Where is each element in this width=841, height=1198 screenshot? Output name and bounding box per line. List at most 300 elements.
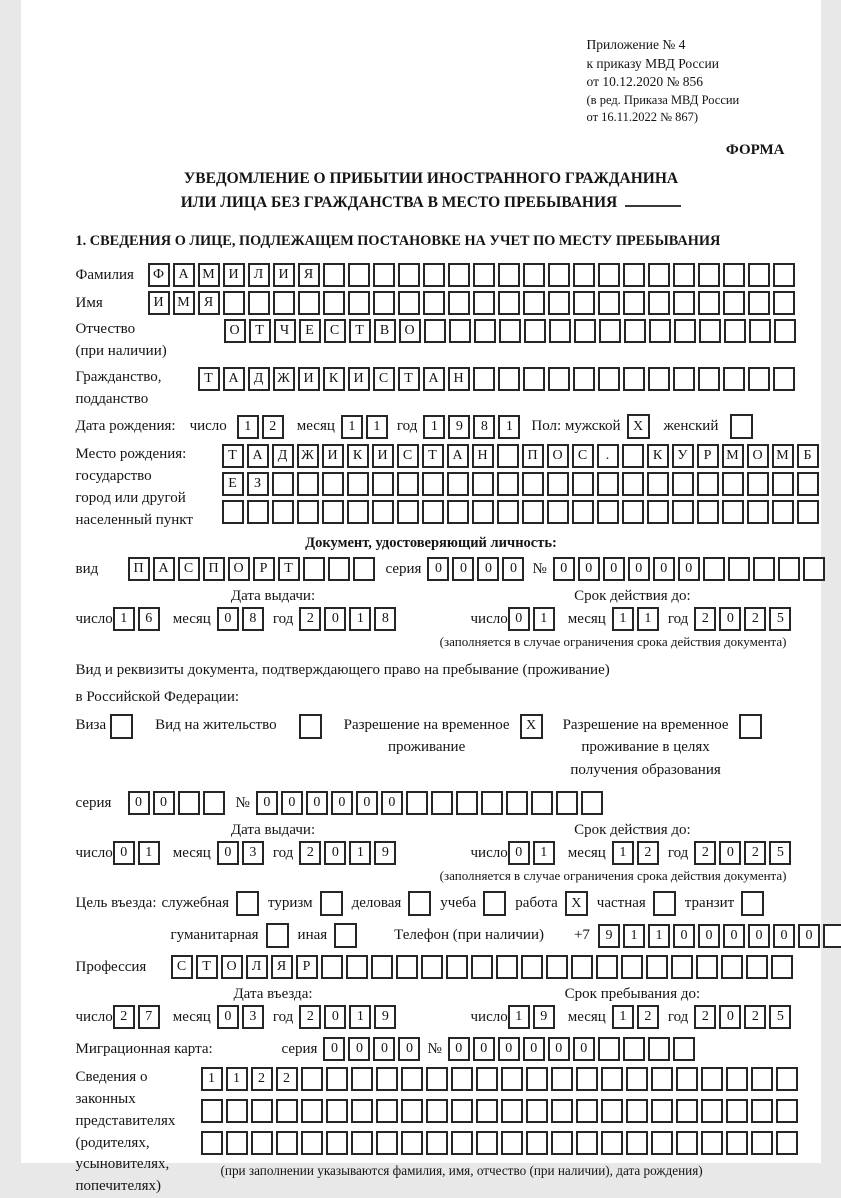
char-box[interactable] xyxy=(803,557,825,581)
char-box[interactable]: 0 xyxy=(798,924,820,948)
visa-checkbox[interactable] xyxy=(110,714,133,739)
char-box[interactable]: 0 xyxy=(523,1037,545,1061)
char-box[interactable]: М xyxy=(772,444,794,468)
char-box[interactable]: Р xyxy=(296,955,318,979)
char-box[interactable]: 0 xyxy=(477,557,499,581)
char-box[interactable] xyxy=(447,472,469,496)
char-box[interactable] xyxy=(203,791,225,815)
char-box[interactable] xyxy=(646,955,668,979)
char-box[interactable]: Ж xyxy=(297,444,319,468)
char-box[interactable]: М xyxy=(198,263,220,287)
char-box[interactable]: Я xyxy=(298,263,320,287)
char-box[interactable] xyxy=(226,1131,248,1155)
char-box[interactable] xyxy=(773,367,795,391)
char-box[interactable] xyxy=(501,1067,523,1091)
char-box[interactable] xyxy=(672,500,694,524)
char-box[interactable]: Н xyxy=(472,444,494,468)
char-box[interactable] xyxy=(251,1131,273,1155)
purpose-tourism-checkbox[interactable] xyxy=(320,891,343,916)
char-box[interactable] xyxy=(323,291,345,315)
char-box[interactable]: 1 xyxy=(201,1067,223,1091)
char-box[interactable]: 1 xyxy=(237,415,259,439)
char-box[interactable] xyxy=(526,1131,548,1155)
char-box[interactable] xyxy=(797,500,819,524)
char-box[interactable] xyxy=(448,291,470,315)
char-box[interactable] xyxy=(301,1067,323,1091)
purpose-humanitarian-checkbox[interactable] xyxy=(266,923,289,948)
char-box[interactable]: 2 xyxy=(299,1005,321,1029)
char-box[interactable]: 0 xyxy=(356,791,378,815)
char-box[interactable]: 1 xyxy=(349,607,371,631)
char-box[interactable] xyxy=(723,263,745,287)
char-box[interactable] xyxy=(497,444,519,468)
char-box[interactable] xyxy=(772,500,794,524)
char-box[interactable] xyxy=(472,472,494,496)
char-box[interactable] xyxy=(698,291,720,315)
char-box[interactable]: Т xyxy=(349,319,371,343)
char-box[interactable] xyxy=(748,263,770,287)
char-box[interactable] xyxy=(496,955,518,979)
char-box[interactable]: И xyxy=(148,291,170,315)
char-box[interactable] xyxy=(426,1067,448,1091)
char-box[interactable]: Д xyxy=(272,444,294,468)
char-box[interactable]: 0 xyxy=(113,841,135,865)
char-box[interactable] xyxy=(498,263,520,287)
char-box[interactable] xyxy=(247,500,269,524)
char-box[interactable] xyxy=(523,263,545,287)
char-box[interactable] xyxy=(573,367,595,391)
char-box[interactable] xyxy=(699,319,721,343)
char-box[interactable]: 5 xyxy=(769,607,791,631)
char-box[interactable] xyxy=(648,263,670,287)
char-box[interactable]: 0 xyxy=(473,1037,495,1061)
char-box[interactable] xyxy=(451,1099,473,1123)
char-box[interactable]: 0 xyxy=(628,557,650,581)
char-box[interactable] xyxy=(376,1099,398,1123)
char-box[interactable]: О xyxy=(547,444,569,468)
char-box[interactable] xyxy=(497,472,519,496)
char-box[interactable]: 2 xyxy=(744,607,766,631)
char-box[interactable]: 0 xyxy=(748,924,770,948)
char-box[interactable] xyxy=(347,500,369,524)
char-box[interactable] xyxy=(272,500,294,524)
char-box[interactable] xyxy=(647,472,669,496)
char-box[interactable] xyxy=(703,557,725,581)
char-box[interactable]: С xyxy=(572,444,594,468)
char-box[interactable] xyxy=(498,367,520,391)
char-box[interactable] xyxy=(598,263,620,287)
char-box[interactable]: 0 xyxy=(427,557,449,581)
char-box[interactable] xyxy=(673,367,695,391)
char-box[interactable] xyxy=(471,955,493,979)
char-box[interactable]: 8 xyxy=(374,607,396,631)
char-box[interactable]: 2 xyxy=(251,1067,273,1091)
char-box[interactable] xyxy=(728,557,750,581)
char-box[interactable]: 1 xyxy=(341,415,363,439)
char-box[interactable]: М xyxy=(173,291,195,315)
char-box[interactable]: О xyxy=(228,557,250,581)
char-box[interactable] xyxy=(548,291,570,315)
char-box[interactable]: Т xyxy=(198,367,220,391)
char-box[interactable] xyxy=(372,472,394,496)
char-box[interactable] xyxy=(574,319,596,343)
char-box[interactable]: 0 xyxy=(498,1037,520,1061)
char-box[interactable]: 0 xyxy=(578,557,600,581)
char-box[interactable] xyxy=(323,263,345,287)
char-box[interactable] xyxy=(303,557,325,581)
char-box[interactable] xyxy=(451,1067,473,1091)
char-box[interactable] xyxy=(226,1099,248,1123)
char-box[interactable]: 0 xyxy=(508,607,530,631)
char-box[interactable]: 3 xyxy=(242,841,264,865)
char-box[interactable] xyxy=(481,791,503,815)
char-box[interactable]: 1 xyxy=(138,841,160,865)
char-box[interactable] xyxy=(701,1131,723,1155)
char-box[interactable]: 0 xyxy=(678,557,700,581)
char-box[interactable] xyxy=(522,500,544,524)
char-box[interactable]: О xyxy=(747,444,769,468)
char-box[interactable]: 9 xyxy=(598,924,620,948)
char-box[interactable] xyxy=(623,367,645,391)
char-box[interactable]: А xyxy=(223,367,245,391)
char-box[interactable] xyxy=(456,791,478,815)
char-box[interactable] xyxy=(747,472,769,496)
char-box[interactable] xyxy=(426,1131,448,1155)
char-box[interactable] xyxy=(823,924,841,948)
char-box[interactable]: 0 xyxy=(448,1037,470,1061)
purpose-study-checkbox[interactable] xyxy=(483,891,506,916)
char-box[interactable] xyxy=(223,291,245,315)
char-box[interactable] xyxy=(326,1099,348,1123)
char-box[interactable] xyxy=(297,500,319,524)
char-box[interactable] xyxy=(322,500,344,524)
char-box[interactable]: Т xyxy=(398,367,420,391)
char-box[interactable]: 0 xyxy=(217,607,239,631)
char-box[interactable]: 1 xyxy=(113,607,135,631)
char-box[interactable] xyxy=(624,319,646,343)
char-box[interactable] xyxy=(473,263,495,287)
char-box[interactable] xyxy=(326,1067,348,1091)
char-box[interactable]: 2 xyxy=(637,841,659,865)
char-box[interactable] xyxy=(353,557,375,581)
char-box[interactable]: Н xyxy=(448,367,470,391)
char-box[interactable] xyxy=(698,263,720,287)
char-box[interactable]: 1 xyxy=(637,607,659,631)
char-box[interactable] xyxy=(671,955,693,979)
char-box[interactable] xyxy=(547,472,569,496)
char-box[interactable] xyxy=(697,472,719,496)
char-box[interactable] xyxy=(476,1131,498,1155)
char-box[interactable]: . xyxy=(597,444,619,468)
char-box[interactable] xyxy=(598,291,620,315)
char-box[interactable]: Л xyxy=(248,263,270,287)
char-box[interactable] xyxy=(626,1099,648,1123)
char-box[interactable] xyxy=(346,955,368,979)
char-box[interactable] xyxy=(376,1067,398,1091)
char-box[interactable] xyxy=(401,1131,423,1155)
char-box[interactable] xyxy=(548,367,570,391)
char-box[interactable] xyxy=(649,319,671,343)
char-box[interactable] xyxy=(723,291,745,315)
char-box[interactable] xyxy=(526,1067,548,1091)
char-box[interactable]: 2 xyxy=(694,607,716,631)
char-box[interactable] xyxy=(581,791,603,815)
char-box[interactable] xyxy=(576,1099,598,1123)
char-box[interactable]: 0 xyxy=(348,1037,370,1061)
char-box[interactable]: Е xyxy=(299,319,321,343)
char-box[interactable]: 0 xyxy=(331,791,353,815)
char-box[interactable]: А xyxy=(247,444,269,468)
char-box[interactable] xyxy=(523,367,545,391)
char-box[interactable] xyxy=(371,955,393,979)
char-box[interactable]: Ч xyxy=(274,319,296,343)
char-box[interactable]: Т xyxy=(278,557,300,581)
char-box[interactable] xyxy=(373,291,395,315)
char-box[interactable]: П xyxy=(522,444,544,468)
char-box[interactable]: 0 xyxy=(719,607,741,631)
char-box[interactable] xyxy=(474,319,496,343)
char-box[interactable]: 0 xyxy=(217,841,239,865)
char-box[interactable]: 2 xyxy=(262,415,284,439)
char-box[interactable]: 7 xyxy=(138,1005,160,1029)
char-box[interactable]: 0 xyxy=(548,1037,570,1061)
char-box[interactable] xyxy=(722,472,744,496)
char-box[interactable] xyxy=(351,1067,373,1091)
char-box[interactable] xyxy=(297,472,319,496)
char-box[interactable]: 0 xyxy=(153,791,175,815)
char-box[interactable]: О xyxy=(399,319,421,343)
char-box[interactable] xyxy=(648,367,670,391)
char-box[interactable] xyxy=(476,1099,498,1123)
char-box[interactable] xyxy=(326,1131,348,1155)
char-box[interactable] xyxy=(551,1131,573,1155)
char-box[interactable] xyxy=(597,500,619,524)
char-box[interactable] xyxy=(556,791,578,815)
char-box[interactable] xyxy=(526,1099,548,1123)
char-box[interactable] xyxy=(549,319,571,343)
char-box[interactable] xyxy=(599,319,621,343)
char-box[interactable] xyxy=(601,1067,623,1091)
char-box[interactable] xyxy=(576,1067,598,1091)
char-box[interactable] xyxy=(601,1099,623,1123)
char-box[interactable] xyxy=(723,367,745,391)
char-box[interactable]: 0 xyxy=(673,924,695,948)
char-box[interactable]: 0 xyxy=(723,924,745,948)
char-box[interactable] xyxy=(301,1099,323,1123)
char-box[interactable]: И xyxy=(273,263,295,287)
char-box[interactable]: И xyxy=(372,444,394,468)
char-box[interactable] xyxy=(272,472,294,496)
char-box[interactable]: 1 xyxy=(508,1005,530,1029)
char-box[interactable] xyxy=(774,319,796,343)
char-box[interactable]: О xyxy=(221,955,243,979)
char-box[interactable]: 5 xyxy=(769,1005,791,1029)
char-box[interactable]: Д xyxy=(248,367,270,391)
char-box[interactable] xyxy=(421,955,443,979)
char-box[interactable] xyxy=(701,1067,723,1091)
char-box[interactable] xyxy=(701,1099,723,1123)
char-box[interactable] xyxy=(651,1099,673,1123)
char-box[interactable] xyxy=(396,955,418,979)
char-box[interactable] xyxy=(673,1037,695,1061)
char-box[interactable] xyxy=(546,955,568,979)
char-box[interactable] xyxy=(751,1099,773,1123)
char-box[interactable] xyxy=(676,1099,698,1123)
char-box[interactable]: Т xyxy=(196,955,218,979)
char-box[interactable] xyxy=(397,500,419,524)
char-box[interactable] xyxy=(724,319,746,343)
char-box[interactable] xyxy=(648,291,670,315)
char-box[interactable] xyxy=(298,291,320,315)
char-box[interactable] xyxy=(623,291,645,315)
char-box[interactable]: 2 xyxy=(637,1005,659,1029)
char-box[interactable] xyxy=(776,1067,798,1091)
char-box[interactable] xyxy=(406,791,428,815)
char-box[interactable] xyxy=(548,263,570,287)
char-box[interactable]: Л xyxy=(246,955,268,979)
char-box[interactable] xyxy=(751,1131,773,1155)
char-box[interactable] xyxy=(431,791,453,815)
char-box[interactable] xyxy=(651,1131,673,1155)
char-box[interactable]: 3 xyxy=(242,1005,264,1029)
char-box[interactable] xyxy=(598,1037,620,1061)
purpose-other-checkbox[interactable] xyxy=(334,923,357,948)
char-box[interactable]: 1 xyxy=(533,607,555,631)
char-box[interactable]: 1 xyxy=(349,1005,371,1029)
char-box[interactable] xyxy=(623,263,645,287)
char-box[interactable] xyxy=(648,1037,670,1061)
residence-permit-checkbox[interactable] xyxy=(299,714,322,739)
char-box[interactable]: О xyxy=(224,319,246,343)
char-box[interactable]: Т xyxy=(249,319,271,343)
char-box[interactable]: С xyxy=(171,955,193,979)
char-box[interactable]: 0 xyxy=(773,924,795,948)
char-box[interactable]: 1 xyxy=(612,607,634,631)
char-box[interactable]: Я xyxy=(198,291,220,315)
char-box[interactable]: 0 xyxy=(573,1037,595,1061)
char-box[interactable]: 2 xyxy=(744,1005,766,1029)
char-box[interactable] xyxy=(398,263,420,287)
char-box[interactable] xyxy=(674,319,696,343)
char-box[interactable]: 6 xyxy=(138,607,160,631)
char-box[interactable] xyxy=(251,1099,273,1123)
sex-female-checkbox[interactable] xyxy=(730,414,753,439)
char-box[interactable] xyxy=(524,319,546,343)
char-box[interactable] xyxy=(401,1067,423,1091)
char-box[interactable]: Я xyxy=(271,955,293,979)
temp-residence-checkbox[interactable]: X xyxy=(520,714,543,739)
char-box[interactable]: П xyxy=(203,557,225,581)
char-box[interactable] xyxy=(576,1131,598,1155)
purpose-transit-checkbox[interactable] xyxy=(741,891,764,916)
char-box[interactable] xyxy=(523,291,545,315)
char-box[interactable] xyxy=(622,472,644,496)
char-box[interactable] xyxy=(673,263,695,287)
char-box[interactable]: 0 xyxy=(324,841,346,865)
char-box[interactable] xyxy=(376,1131,398,1155)
char-box[interactable]: 5 xyxy=(769,841,791,865)
char-box[interactable] xyxy=(626,1131,648,1155)
char-box[interactable]: С xyxy=(373,367,395,391)
char-box[interactable] xyxy=(672,472,694,496)
char-box[interactable] xyxy=(772,472,794,496)
char-box[interactable] xyxy=(622,500,644,524)
char-box[interactable]: Т xyxy=(222,444,244,468)
char-box[interactable] xyxy=(676,1131,698,1155)
char-box[interactable] xyxy=(598,367,620,391)
char-box[interactable] xyxy=(497,500,519,524)
char-box[interactable]: 0 xyxy=(553,557,575,581)
char-box[interactable]: 0 xyxy=(324,1005,346,1029)
char-box[interactable]: А xyxy=(447,444,469,468)
char-box[interactable]: 2 xyxy=(744,841,766,865)
char-box[interactable] xyxy=(426,1099,448,1123)
char-box[interactable] xyxy=(726,1131,748,1155)
char-box[interactable] xyxy=(401,1099,423,1123)
char-box[interactable] xyxy=(473,291,495,315)
char-box[interactable] xyxy=(328,557,350,581)
char-box[interactable] xyxy=(721,955,743,979)
char-box[interactable] xyxy=(498,291,520,315)
char-box[interactable]: 0 xyxy=(698,924,720,948)
char-box[interactable]: 9 xyxy=(374,1005,396,1029)
char-box[interactable] xyxy=(521,955,543,979)
char-box[interactable]: 0 xyxy=(281,791,303,815)
char-box[interactable]: 0 xyxy=(306,791,328,815)
sex-male-checkbox[interactable]: X xyxy=(627,414,650,439)
char-box[interactable] xyxy=(347,472,369,496)
char-box[interactable] xyxy=(698,367,720,391)
char-box[interactable] xyxy=(673,291,695,315)
char-box[interactable] xyxy=(621,955,643,979)
char-box[interactable]: 8 xyxy=(242,607,264,631)
char-box[interactable] xyxy=(446,955,468,979)
char-box[interactable]: 0 xyxy=(653,557,675,581)
char-box[interactable]: С xyxy=(324,319,346,343)
char-box[interactable]: И xyxy=(223,263,245,287)
char-box[interactable]: 1 xyxy=(349,841,371,865)
char-box[interactable]: 0 xyxy=(381,791,403,815)
char-box[interactable] xyxy=(398,291,420,315)
char-box[interactable] xyxy=(373,263,395,287)
char-box[interactable]: 0 xyxy=(719,841,741,865)
char-box[interactable]: 2 xyxy=(694,841,716,865)
char-box[interactable]: А xyxy=(153,557,175,581)
char-box[interactable] xyxy=(622,444,644,468)
char-box[interactable] xyxy=(273,291,295,315)
char-box[interactable]: А xyxy=(423,367,445,391)
char-box[interactable]: 0 xyxy=(719,1005,741,1029)
char-box[interactable] xyxy=(372,500,394,524)
char-box[interactable] xyxy=(751,1067,773,1091)
char-box[interactable] xyxy=(572,472,594,496)
char-box[interactable] xyxy=(748,367,770,391)
char-box[interactable] xyxy=(476,1067,498,1091)
char-box[interactable]: 0 xyxy=(452,557,474,581)
char-box[interactable] xyxy=(351,1099,373,1123)
char-box[interactable] xyxy=(276,1099,298,1123)
char-box[interactable] xyxy=(651,1067,673,1091)
char-box[interactable] xyxy=(747,500,769,524)
char-box[interactable]: 1 xyxy=(366,415,388,439)
char-box[interactable]: Ф xyxy=(148,263,170,287)
char-box[interactable] xyxy=(201,1099,223,1123)
char-box[interactable] xyxy=(746,955,768,979)
char-box[interactable] xyxy=(222,500,244,524)
char-box[interactable]: 0 xyxy=(217,1005,239,1029)
char-box[interactable]: 9 xyxy=(448,415,470,439)
temp-residence-education-checkbox[interactable] xyxy=(739,714,762,739)
